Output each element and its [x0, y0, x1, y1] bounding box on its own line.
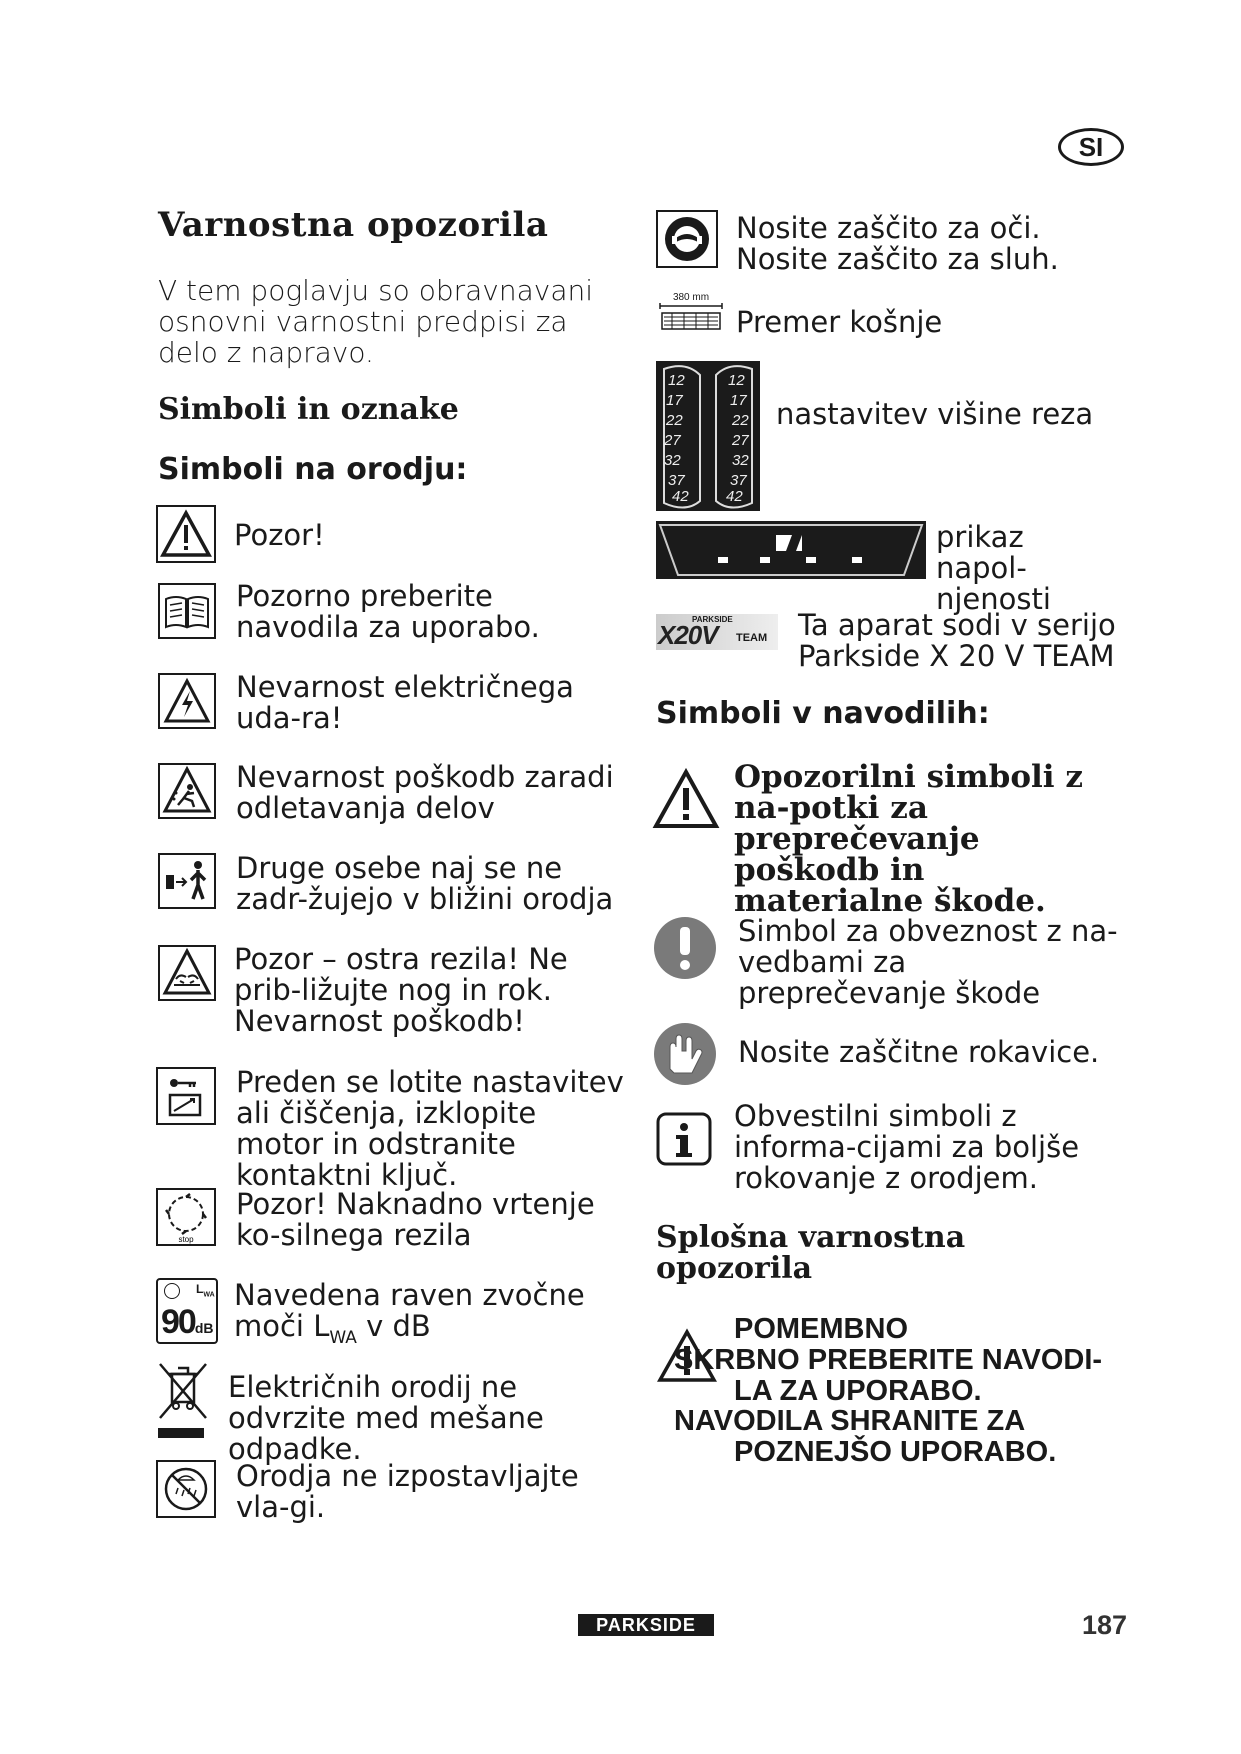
sound-unit: dB	[194, 1320, 214, 1336]
sound-text-pre: Navedena raven zvočne moči L	[234, 1278, 585, 1343]
charge-indicator-text: prikaz napol-njenosti	[936, 520, 1051, 616]
parkside-logo: PARKSIDE	[578, 1614, 714, 1636]
intro-paragraph: V tem poglavju so obravnavani osnovni varnostni predpisi za delo z napravo.	[158, 274, 593, 369]
no-rain-icon	[156, 1460, 216, 1518]
item-warning-text: Pozor!	[234, 518, 325, 552]
x20v-team-text: Ta aparat sodi v serijo Parkside X 20 V TEAM	[798, 608, 1116, 673]
item-sound-level-text	[234, 1280, 614, 1354]
sound-label: L	[196, 1282, 204, 1296]
remove-key-icon	[156, 1067, 216, 1125]
mandatory-symbol-text: Simbol za obveznost z na-vedbami za preprečevanje škode	[738, 914, 1118, 1010]
item-no-rain-text: Orodja ne izpostavljajte vla-gi.	[236, 1459, 579, 1524]
warning-symbol-icon	[652, 768, 720, 830]
page-number: 187	[1082, 1610, 1128, 1640]
height-left-22: 22	[666, 412, 683, 429]
info-icon	[656, 1112, 712, 1166]
cutting-height-text: nastavitev višine reza	[776, 397, 1094, 431]
important-line-2: SKRBNO PREBERITE NAVODI-	[674, 1344, 1103, 1376]
height-right-22: 22	[732, 412, 749, 429]
warning-symbol-text: Opozorilni simboli z na-potki za preprečevanje poškodb in materialne škode.	[734, 759, 1083, 919]
electric-shock-icon	[158, 673, 216, 729]
height-left-17: 17	[666, 392, 683, 409]
item-blade-rotation-text: Pozor! Naknadno vrtenje ko-silnega rezila	[236, 1187, 595, 1252]
item-weee-text: Električnih orodij ne odvrzite med mešane odpadke.	[228, 1370, 544, 1466]
item-sharp-blades-text: Pozor – ostra rezila! Ne prib-ližujte nog in rok. Nevarnost poškodb!	[234, 942, 568, 1038]
general-warnings-heading: Splošna varnostna opozorila	[656, 1220, 966, 1286]
eye-ear-protection-text: Nosite zaščito za oči. Nosite zaščito za sluh.	[736, 211, 1059, 276]
sound-level-icon	[156, 1278, 218, 1344]
height-right-32: 32	[732, 452, 749, 469]
flying-parts-icon	[158, 763, 216, 819]
item-manual-text: Pozorno preberite navodila za uporabo.	[236, 579, 540, 644]
cutting-diameter-text: Premer košnje	[736, 305, 943, 339]
eye-ear-protection-icon	[656, 210, 718, 268]
sound-value: 90	[161, 1303, 195, 1341]
sound-text-post: v dB	[356, 1309, 431, 1343]
important-line-5: POZNEJŠO UPORABO.	[734, 1436, 1057, 1468]
weee-bin-icon	[154, 1360, 212, 1444]
x20v-brand: PARKSIDE	[692, 615, 733, 624]
height-left-42: 42	[672, 488, 689, 505]
sound-source-icon	[164, 1283, 180, 1299]
height-right-42: 42	[726, 488, 743, 505]
cutting-diameter-icon	[658, 292, 724, 333]
height-left-27: 27	[664, 432, 681, 449]
height-right-27: 27	[732, 432, 749, 449]
page-title: Varnostna opozorila	[158, 205, 549, 245]
sound-text-sub: WA	[329, 1327, 357, 1348]
gloves-icon	[652, 1021, 718, 1087]
x20v-team-icon	[656, 614, 778, 650]
height-left-12: 12	[668, 372, 685, 389]
info-symbol-text: Obvestilni simboli z informa-cijami za boljše rokovanje z orodjem.	[734, 1099, 1080, 1195]
gloves-text: Nosite zaščitne rokavice.	[738, 1035, 1100, 1069]
item-remove-key-text: Preden se lotite nastavitev ali čiščenja, izklopite motor in odstranite kontaktni ključ.	[236, 1065, 624, 1192]
language-badge: SI	[1058, 128, 1124, 166]
tool-symbols-heading: Simboli na orodju:	[158, 452, 468, 487]
mandatory-symbol-icon	[652, 915, 718, 981]
height-left-37: 37	[668, 472, 685, 489]
cutting-height-icon	[656, 361, 760, 511]
important-line-3: LA ZA UPORABO.	[734, 1375, 982, 1407]
stop-label: stop	[178, 1235, 194, 1244]
x20v-mark: X20V	[658, 620, 718, 650]
warning-triangle-icon	[156, 505, 216, 563]
height-right-37: 37	[730, 472, 747, 489]
item-flying-parts-text: Nevarnost poškodb zaradi odletavanja delov	[236, 760, 614, 825]
important-line-4: NAVODILA SHRANITE ZA	[674, 1405, 1026, 1437]
height-right-17: 17	[730, 392, 747, 409]
height-right-12: 12	[728, 372, 745, 389]
keep-bystanders-away-icon	[158, 853, 216, 909]
manual-symbols-heading: Simboli v navodilih:	[656, 696, 990, 731]
item-electric-text: Nevarnost električnega uda-ra!	[236, 670, 574, 735]
x20v-team: TEAM	[736, 632, 768, 644]
charge-indicator-icon	[656, 521, 926, 579]
height-left-32: 32	[664, 452, 681, 469]
item-bystanders-text: Druge osebe naj se ne zadr-žujejo v bližini orodja	[236, 851, 614, 916]
read-manual-icon	[158, 583, 216, 639]
cutting-diameter-label: 380 mm	[672, 292, 710, 303]
sharp-blades-icon	[158, 945, 216, 1001]
sound-label-sub: WA	[203, 1291, 215, 1299]
symbols-heading: Simboli in oznake	[158, 392, 459, 427]
important-line-1: POMEMBNO	[734, 1313, 908, 1345]
blade-rotation-stop-icon	[156, 1188, 216, 1246]
